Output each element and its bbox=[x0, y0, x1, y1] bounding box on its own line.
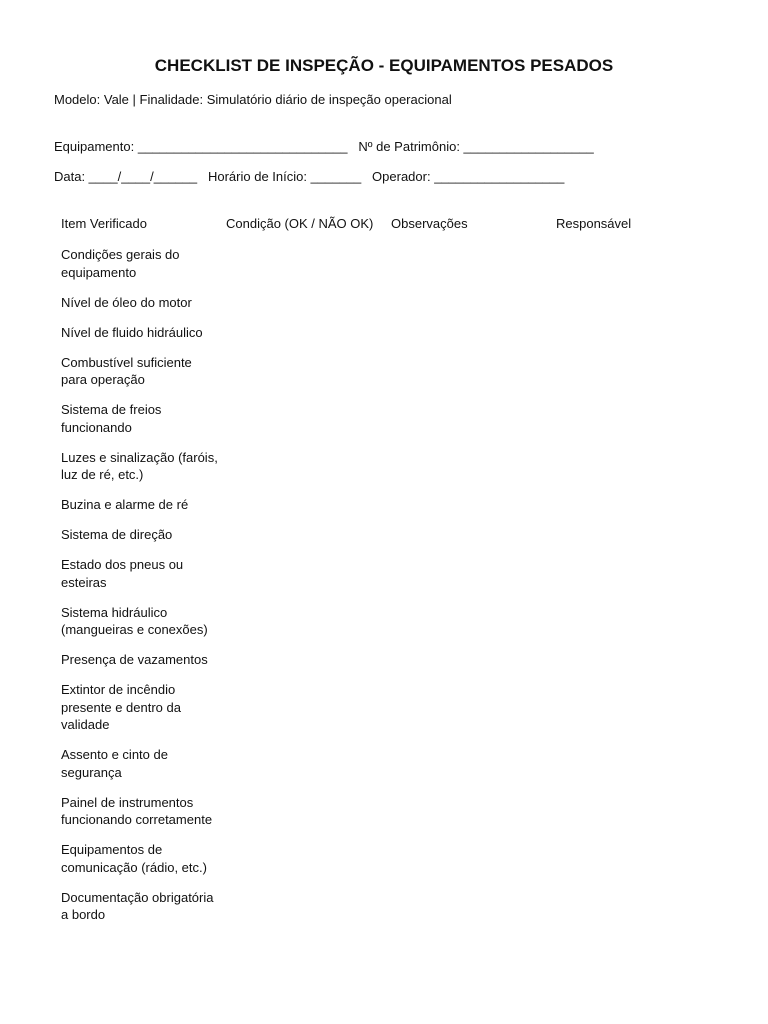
table-row: Painel de instrumentos funcionando corretamente bbox=[61, 794, 213, 827]
table-row: Presença de vazamentos bbox=[61, 652, 208, 667]
table-row: Documentação obrigatória a bordo bbox=[61, 889, 214, 922]
equipment-field[interactable]: Equipamento: _____________________________ bbox=[54, 139, 348, 154]
table-body bbox=[61, 246, 721, 924]
table-row: Extintor de incêndio presente e dentro da validade bbox=[61, 682, 181, 732]
document-title: CHECKLIST DE INSPEÇÃO - EQUIPAMENTOS PESADOS bbox=[154, 56, 614, 75]
table-row: Sistema de freios funcionando bbox=[61, 402, 162, 435]
equipment-field-line bbox=[54, 139, 594, 154]
header-responsible: Responsável bbox=[556, 216, 632, 231]
table-row: Assento e cinto de segurança bbox=[61, 747, 168, 780]
header-item-verified: Item Verificado bbox=[61, 216, 147, 231]
table-row: Nível de fluido hidráulico bbox=[61, 324, 203, 340]
date-time-operator-line bbox=[54, 169, 564, 184]
asset-number-field[interactable]: Nº de Patrimônio: __________________ bbox=[358, 139, 594, 154]
model-purpose-line: Modelo: Vale | Finalidade: Simulatório diário de inspeção operacional bbox=[54, 92, 452, 107]
date-field[interactable]: Data: ____/____/______ bbox=[54, 169, 198, 184]
start-time-field[interactable]: Horário de Início: _______ bbox=[207, 169, 362, 184]
table-row: Equipamentos de comunicação (rádio, etc.) bbox=[61, 842, 207, 875]
table-row: Luzes e sinalização (faróis, luz de ré, etc.) bbox=[61, 449, 218, 482]
inspection-table bbox=[61, 216, 721, 936]
operator-field[interactable]: Operador: __________________ bbox=[372, 169, 565, 184]
table-row: Estado dos pneus ou esteiras bbox=[61, 557, 184, 590]
table-row: Nível de óleo do motor bbox=[61, 294, 192, 310]
table-row: Combustível suficiente para operação bbox=[61, 354, 192, 387]
table-row: Sistema de direção bbox=[61, 527, 173, 542]
table-header-row bbox=[61, 216, 721, 236]
table-row: Condições gerais do equipamento bbox=[61, 247, 180, 280]
header-condition: Condição (OK / NÃO OK) bbox=[226, 216, 374, 231]
table-row: Sistema hidráulico (mangueiras e conexões) bbox=[61, 604, 208, 637]
table-row: Buzina e alarme de ré bbox=[61, 497, 189, 512]
header-observations: Observações bbox=[391, 216, 468, 231]
